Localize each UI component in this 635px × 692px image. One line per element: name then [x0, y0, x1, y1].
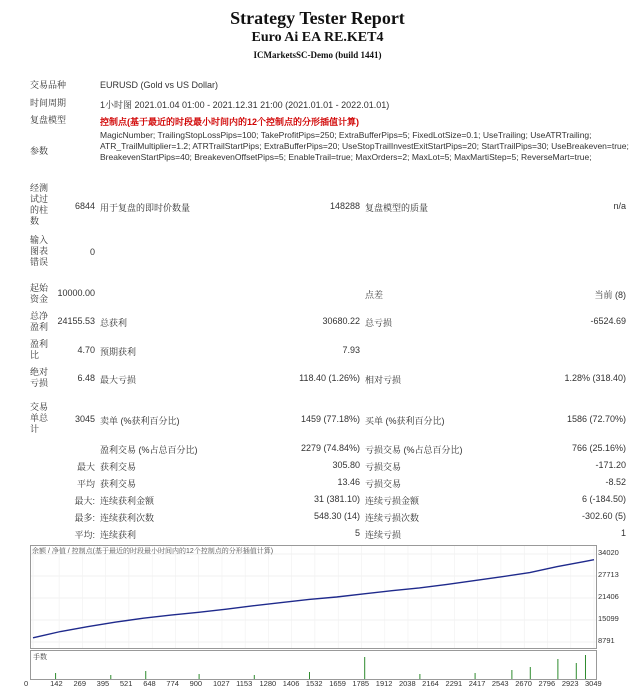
spread-value: 当前 (8)	[594, 290, 626, 300]
quality-label: 复盘模型的质量	[365, 203, 429, 213]
pf-label: 盈利比	[30, 339, 49, 360]
y-tick-label: 21406	[598, 591, 619, 601]
y-tick-label: 15099	[598, 613, 619, 623]
expected-label: 预期获利	[100, 347, 137, 357]
volume-bar	[585, 655, 586, 679]
x-tick-label: 2417	[468, 679, 486, 688]
spread-label: 点差	[365, 290, 384, 300]
x-tick-label: 1912	[375, 679, 393, 688]
balance-chart	[30, 545, 597, 649]
avg-consec-loss-value: 1	[620, 528, 626, 538]
volume-bar	[419, 674, 420, 679]
x-tick-label: 2543	[491, 679, 509, 688]
x-tick-label: 1027	[212, 679, 230, 688]
avg-profit-label: 获利交易	[100, 479, 137, 489]
profit-trades-value: 2279 (74.84%)	[300, 443, 360, 453]
max-consec-win-value: 31 (381.10)	[313, 494, 360, 504]
avg-profit-value: 13.46	[337, 477, 360, 487]
most-consec-win-label: 连续获利次数	[100, 513, 155, 523]
params-value: MagicNumber; TrailingStopLossPips=100; TakeProfitPips=250; ExtraBufferPips=5; FixedLotSize=0.1; UseTrailing; UseATRTrailing; ATR_TrailMultiplier=1.2; ATRTrailStartPips; ExtraBufferPips=20; UseStopTrailInvestExitStartPips=20; StartTrailPips=30; UseBreakeven=true; BreakevenStartPips=40; BreakevenOffsetPips=5; EnableTrail=true; MaxOrders=2; MaxLot=5; MaxMartiStep=5; ReverseMart=true;	[100, 130, 629, 162]
x-tick-label: 2291	[445, 679, 463, 688]
period-value: 1小时图 2021.01.04 01:00 - 2021.12.31 21:00 (2021.01.01 - 2022.01.01)	[100, 100, 390, 110]
avg-loss-value: -8.52	[605, 477, 626, 487]
x-tick-label: 2038	[398, 679, 416, 688]
model-value: 控制点(基于最近的时段最小时间内的12个控制点的分形插值计算)	[100, 117, 360, 127]
x-tick-label: 1406	[282, 679, 300, 688]
grossloss-label: 总亏损	[365, 318, 393, 328]
volume-bar	[364, 657, 365, 679]
largest-loss-value: -171.20	[595, 460, 626, 470]
absdd-value: 6.48	[77, 373, 95, 383]
volume-bar	[511, 670, 512, 679]
maxdd-label: 最大亏损	[100, 375, 137, 385]
x-tick-label: 269	[73, 679, 86, 688]
bars-label: 经测试过的柱数	[30, 183, 49, 226]
x-tick-label: 774	[166, 679, 179, 688]
grossprofit-value: 30680.22	[322, 316, 360, 326]
most-consec-win-value: 548.30 (14)	[313, 511, 360, 521]
avg-consec-loss-label: 连续亏损	[365, 530, 402, 540]
x-tick-label: 142	[50, 679, 63, 688]
volume-label: 手数	[33, 654, 47, 661]
loss-trades-value: 766 (25.16%)	[571, 443, 626, 453]
largest-profit-value: 305.80	[332, 460, 360, 470]
avg-label: 平均	[76, 479, 95, 489]
netprofit-label: 总净盈利	[30, 311, 49, 332]
x-tick-label: 0	[24, 679, 29, 688]
x-tick-label: 2670	[515, 679, 532, 688]
balance-chart-svg	[31, 546, 596, 648]
x-tick-label: 648	[143, 679, 156, 688]
trades-label: 交易单总计	[30, 402, 49, 434]
avg-loss-label: 亏损交易	[365, 479, 402, 489]
y-tick-label: 34020	[598, 548, 619, 557]
max-label: 最大:	[74, 496, 95, 506]
absdd-label: 绝对亏损	[30, 367, 49, 388]
ticks-label: 用于复盘的即时价数量	[100, 203, 191, 213]
x-tick-label: 2164	[422, 679, 439, 688]
volume-bar	[254, 675, 255, 679]
errors-label: 输入图表错误	[30, 235, 49, 267]
largest-loss-label: 亏损交易	[365, 462, 402, 472]
params-label: 参数	[30, 146, 49, 156]
x-tick-label: 2923	[561, 679, 579, 688]
x-tick-label: 1659	[329, 679, 346, 688]
netprofit-value: 24155.53	[57, 316, 95, 326]
server-name: ICMarketsSC-Demo (build 1441)	[253, 50, 382, 60]
x-tick-label: 1532	[305, 679, 323, 688]
short-value: 1459 (77.18%)	[300, 414, 360, 424]
x-tick-label: 1785	[352, 679, 370, 688]
most-consec-loss-value: -302.60 (5)	[581, 511, 626, 521]
grossloss-value: -6524.69	[590, 316, 626, 326]
maxdd-value: 118.40 (1.26%)	[299, 373, 360, 383]
x-tick-label: 900	[189, 679, 203, 688]
deposit-label: 起始资金	[30, 283, 49, 304]
trades-value: 3045	[74, 414, 95, 424]
x-tick-label: 1280	[259, 679, 277, 688]
volume-bar	[576, 663, 577, 679]
report-title: Strategy Tester Report	[230, 8, 405, 28]
reldd-value: 1.28% (318.40)	[564, 373, 626, 383]
x-tick-label: 3049	[585, 679, 602, 688]
loss-trades-label: 亏损交易 (%占总百分比)	[365, 445, 463, 455]
long-label: 买单 (%获利百分比)	[365, 416, 445, 426]
max-consec-win-label: 连续获利金额	[100, 496, 155, 506]
model-label: 复盘模型	[30, 115, 67, 125]
max-consec-loss-label: 连续亏损金额	[365, 496, 420, 506]
x-tick-label: 1153	[236, 679, 253, 688]
chart-legend: 余额 / 净值 / 控制点(基于最近的时段最小时间内的12个控制点的分形插值计算)	[32, 548, 274, 555]
most-label: 最多:	[74, 513, 95, 523]
deposit-value: 10000.00	[57, 288, 95, 298]
max-consec-loss-value: 6 (-184.50)	[581, 494, 626, 504]
errors-value: 0	[89, 247, 95, 257]
x-tick-label: 521	[119, 679, 133, 688]
quality-value: n/a	[613, 201, 626, 211]
ticks-value: 148288	[329, 201, 360, 211]
y-tick-label: 27713	[598, 569, 619, 579]
symbol-value: EURUSD (Gold vs US Dollar)	[100, 80, 219, 90]
y-tick-label: 8791	[598, 636, 615, 645]
ea-name: Euro Ai EA RE.KET4	[251, 30, 384, 45]
volume-bar	[557, 659, 558, 679]
most-consec-loss-label: 连续亏损次数	[365, 513, 420, 523]
x-tick-label: 395	[96, 679, 110, 688]
period-label: 时间周期	[30, 98, 67, 108]
volume-bar	[530, 667, 531, 679]
volume-bar	[110, 675, 111, 679]
avg-consec-win-value: 5	[354, 528, 360, 538]
short-label: 卖单 (%获利百分比)	[100, 416, 180, 426]
avg-consec-win-label: 连续获利	[100, 530, 137, 540]
reldd-label: 相对亏损	[365, 375, 402, 385]
largest-profit-label: 获利交易	[100, 462, 137, 472]
avg2-label: 平均:	[74, 530, 95, 540]
largest-label: 最大	[76, 462, 95, 472]
balance-line	[33, 560, 594, 638]
pf-value: 4.70	[77, 345, 95, 355]
symbol-label: 交易品种	[30, 80, 67, 90]
long-value: 1586 (72.70%)	[566, 414, 626, 424]
bars-value: 6844	[74, 201, 95, 211]
volume-chart	[30, 650, 597, 680]
volume-chart-svg	[31, 651, 596, 679]
x-tick-label: 2796	[538, 679, 556, 688]
profit-trades-label: 盈利交易 (%占总百分比)	[100, 445, 198, 455]
volume-bar	[145, 671, 146, 679]
expected-value: 7.93	[342, 345, 360, 355]
grossprofit-label: 总获利	[100, 318, 128, 328]
volume-bar	[309, 672, 310, 679]
